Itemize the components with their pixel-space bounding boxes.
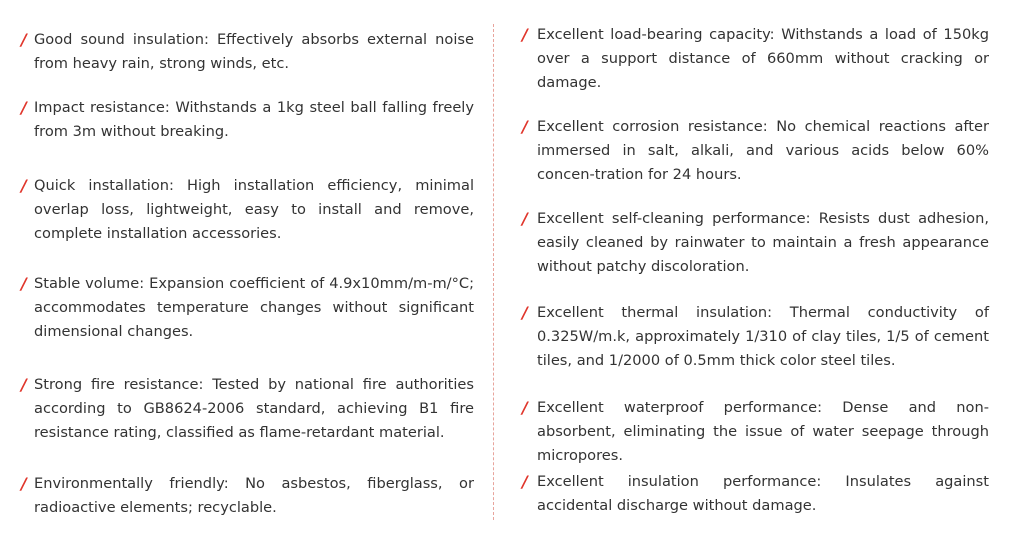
feature-text: Environmentally friendly: No asbestos, fiberglass, or radioactive elements; recyclable.: [34, 475, 474, 516]
red-slash-icon: /: [21, 474, 27, 493]
feature-text: Excellent corrosion resistance: No chemical reactions after immersed in salt, alkali, and various acids below 60% concen-tration for 24 hours.: [537, 118, 989, 183]
feature-text: Excellent load-bearing capacity: Withstands a load of 150kg over a support distance of 660mm without cracking or damage.: [537, 26, 989, 91]
feature-thermal-insulation: [505, 301, 989, 373]
feature-text: Excellent insulation performance: Insulates against accidental discharge without damage.: [537, 473, 989, 514]
feature-fire-resistance: [0, 373, 474, 445]
feature-text: Excellent waterproof performance: Dense and non-absorbent, eliminating the issue of water seepage through micropores.: [537, 399, 989, 464]
red-slash-icon: /: [21, 375, 27, 394]
feature-waterproof: [505, 396, 989, 468]
red-slash-icon: /: [21, 98, 27, 117]
red-slash-icon: /: [21, 176, 27, 195]
feature-text: Quick installation: High installation efficiency, minimal overlap loss, lightweight, easy to install and remove, complete installation accessories.: [34, 177, 474, 242]
feature-stable-volume: [0, 272, 474, 344]
red-slash-icon: /: [522, 25, 528, 44]
feature-quick-installation: [0, 174, 474, 246]
dashed-column-divider: [493, 24, 494, 520]
feature-environmentally-friendly: [0, 472, 474, 520]
feature-insulation-performance: [505, 470, 989, 518]
feature-sound-insulation: [0, 28, 474, 76]
feature-text: Excellent self-cleaning performance: Resists dust adhesion, easily cleaned by rainwater to maintain a fresh appearance without patchy discoloration.: [537, 210, 989, 275]
feature-impact-resistance: [0, 96, 474, 144]
feature-text: Strong fire resistance: Tested by national fire authorities according to GB8624-2006 standard, achieving B1 fire resistance rating, classified as flame-retardant material.: [34, 376, 474, 441]
feature-text: Impact resistance: Withstands a 1kg steel ball falling freely from 3m without breaking.: [34, 99, 474, 140]
feature-self-cleaning: [505, 207, 989, 279]
red-slash-icon: /: [522, 117, 528, 136]
red-slash-icon: /: [522, 303, 528, 322]
red-slash-icon: /: [522, 472, 528, 491]
red-slash-icon: /: [522, 209, 528, 228]
feature-corrosion-resistance: [505, 115, 989, 187]
feature-text: Stable volume: Expansion coefficient of 4.9x10mm/m-m/°C; accommodates temperature changes without significant dimensional changes.: [34, 275, 474, 340]
feature-load-bearing: [505, 23, 989, 95]
feature-text: Excellent thermal insulation: Thermal conductivity of 0.325W/m.k, approximately 1/310 of clay tiles, 1/5 of cement tiles, and 1/2000 of 0.5mm thick color steel tiles.: [537, 304, 989, 369]
red-slash-icon: /: [21, 274, 27, 293]
red-slash-icon: /: [21, 30, 27, 49]
feature-text: Good sound insulation: Effectively absorbs external noise from heavy rain, strong winds, etc.: [34, 31, 474, 72]
red-slash-icon: /: [522, 398, 528, 417]
